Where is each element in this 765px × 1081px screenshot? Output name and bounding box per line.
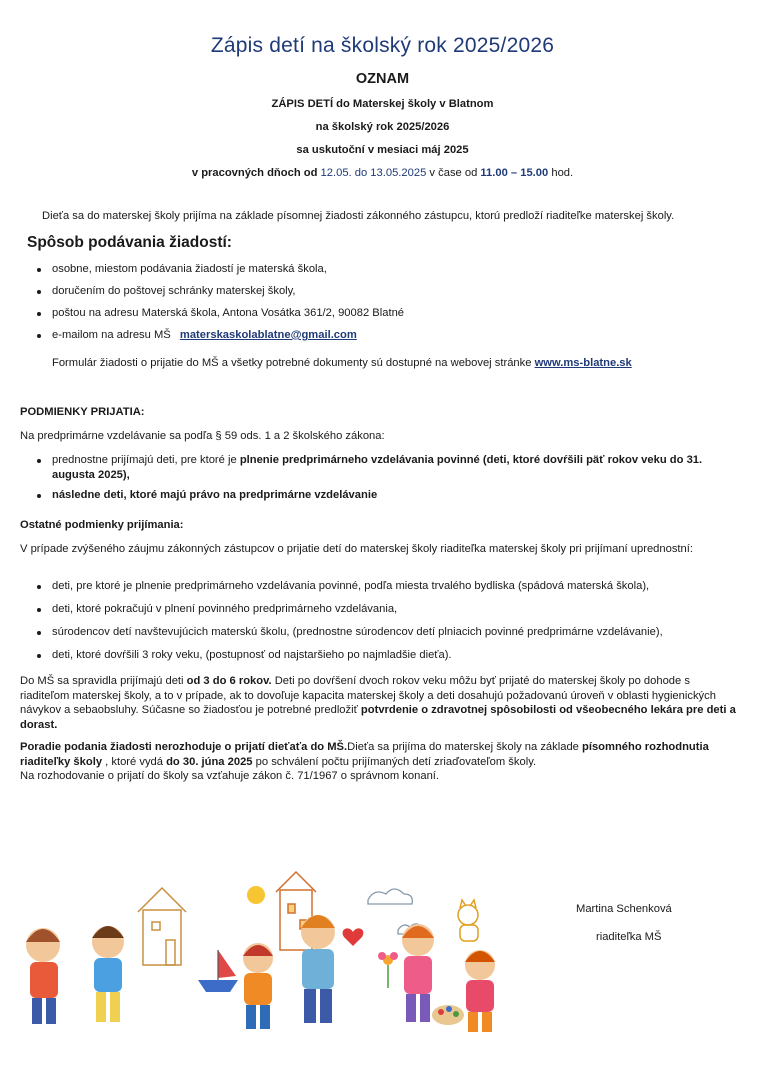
signature-role: riaditeľka MŠ <box>596 931 662 943</box>
text-bold: od 3 do 6 rokov. <box>186 675 272 687</box>
child-figure-icon <box>465 950 495 1032</box>
child-figure-icon <box>243 943 273 1029</box>
child-figure-icon <box>301 915 335 1023</box>
item-text: prednostne prijímajú deti, pre ktoré je <box>52 454 240 466</box>
boat-drawing-icon <box>198 950 238 992</box>
email-label: e-mailom na adresu MŠ <box>52 329 174 341</box>
section-heading-podmienky: PODMIENKY PRIJATIA: <box>20 406 145 418</box>
enrolment-dates: 12.05. do 13.05.2025 <box>320 167 427 179</box>
text-bold: potvrdenie o zdravotnej spôsobilosti od všeobecného lekára pre deti a dorast. <box>20 704 736 731</box>
list-item: poštou na adresu Materská škola, Antona Vosátka 361/2, 90082 Blatné <box>36 306 736 328</box>
sun-drawing-icon <box>247 886 265 904</box>
intro-paragraph: Dieťa sa do materskej školy prijíma na základe písomnej žiadosti zákonného zástupcu, ktorú predloží riaditeľke materskej školy. <box>42 210 675 222</box>
palette-icon <box>432 1005 464 1025</box>
flower-drawing-icon <box>378 952 398 988</box>
list-item: deti, ktoré pokračujú v plnení povinného predprimárneho vzdelávania, <box>36 602 746 625</box>
text-bold: Poradie podania žiadosti nerozhoduje o prijatí dieťaťa do MŠ. <box>20 741 348 753</box>
website-link[interactable]: www.ms-blatne.sk <box>534 357 632 369</box>
email-link[interactable]: materskaskolablatne@gmail.com <box>179 329 357 341</box>
text-bold: písomného rozhodnutia riaditeľky školy <box>20 741 709 768</box>
child-figure-icon <box>402 924 434 1022</box>
text-bold: do 30. júna 2025 <box>166 755 253 768</box>
form-info <box>52 356 752 371</box>
list-item <box>36 453 736 482</box>
notice-heading: OZNAM <box>355 71 410 87</box>
item-text-bold: plnenie predprimárneho vzdelávania povinné (deti, ktoré dovŕšili päť rokov veku do 31. augusta 2025), <box>52 454 703 481</box>
enrolment-line-3: sa uskutoční v mesiaci máj 2025 <box>296 144 469 156</box>
section-heading-ostatne: Ostatné podmienky prijímania: <box>20 519 184 531</box>
text-span: , ktoré vydá <box>102 755 167 768</box>
list-item <box>36 328 736 350</box>
signature-name: Martina Schenková <box>576 903 672 915</box>
list-item: deti, pre ktoré je plnenie predprimárneho vzdelávania povinné, podľa miesta trvalého bydliska (spádová materská škola), <box>36 579 746 602</box>
section-heading-sposob: Spôsob podávania žiadostí: <box>27 234 232 251</box>
text-span: po schválení počtu prijímaných detí zriaďovateľom školy. <box>252 755 537 768</box>
admission-conditions-list <box>36 453 736 509</box>
dates-prefix: v pracovných dňoch od <box>191 167 321 179</box>
heart-drawing-icon <box>343 928 364 946</box>
podmienky-intro: Na predprimárne vzdelávanie sa podľa § 59 ods. 1 a 2 školského zákona: <box>20 430 385 442</box>
enrolment-line-4 <box>0 166 765 181</box>
children-drawing-illustration <box>18 870 518 1035</box>
text-span: Do MŠ sa spravidla prijímajú deti <box>20 675 187 687</box>
time-prefix: v čase od <box>426 167 481 179</box>
enrolment-line-1: ZÁPIS DETÍ do Materskej školy v Blatnom <box>271 98 494 110</box>
order-paragraph <box>20 740 740 784</box>
text-span: Deti po dovŕšení dvoch rokov veku môžu byť prijaté do materskej školy po dohode s riaditeľom materskej školy, a to v prípade, ak to dovoľuje kapacita materskej školy a deti dosahujú požadovanú úroveň v oblasti hygienických návykov a sebaobsluhy. Súčasne so žiadosťou je potrebné predložiť <box>20 675 716 717</box>
application-methods-list <box>36 262 736 350</box>
enrolment-line-2: na školský rok 2025/2026 <box>315 121 450 133</box>
list-item: súrodencov detí navštevujúcich materskú školu, (prednostne súrodencov detí plniacich povinné predprimárne vzdelávanie), <box>36 625 746 648</box>
time-suffix: hod. <box>548 167 574 179</box>
list-item: následne deti, ktoré majú právo na predprimárne vzdelávanie <box>36 488 736 503</box>
enrolment-time: 11.00 – 15.00 <box>480 167 549 179</box>
list-item: deti, ktoré dovŕšili 3 roky veku, (postupnosť od najstaršieho po najmladšie dieťa). <box>36 648 746 671</box>
text-span: Na rozhodovanie o prijatí do školy sa vzťahuje zákon č. 71/1967 o správnom konaní. <box>20 770 440 783</box>
child-figure-icon <box>26 928 60 1024</box>
cat-drawing-icon <box>458 900 478 941</box>
form-info-text: Formulár žiadosti o prijatie do MŠ a všetky potrebné dokumenty sú dostupné na webovej stránke <box>52 357 535 369</box>
child-figure-icon <box>92 926 124 1022</box>
priority-list <box>36 579 746 671</box>
ostatne-intro: V prípade zvýšeného záujmu zákonných zástupcov o prijatie detí do materskej školy riaditeľka materskej školy pri prijímaní uprednostní: <box>20 543 693 555</box>
page-title: Zápis detí na školský rok 2025/2026 <box>210 34 555 57</box>
list-item: osobne, miestom podávania žiadostí je materská škola, <box>36 262 736 284</box>
list-item: doručením do poštovej schránky materskej školy, <box>36 284 736 306</box>
age-paragraph <box>20 674 740 732</box>
text-span: Dieťa sa prijíma do materskej školy na základe <box>347 741 583 753</box>
house-drawing-icon <box>138 888 186 965</box>
